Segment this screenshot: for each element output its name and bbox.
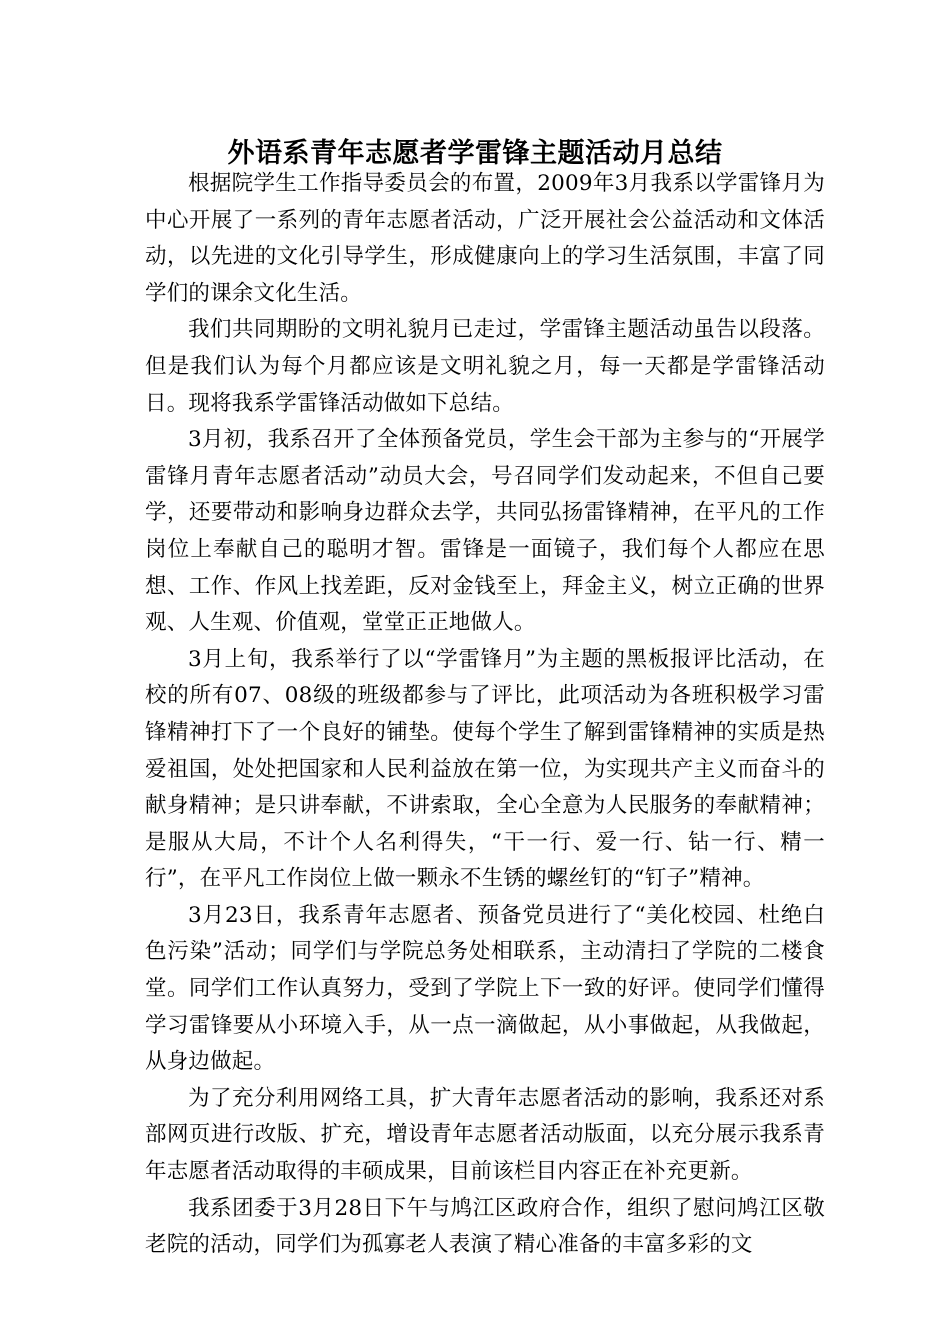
- document-title: 外语系青年志愿者学雷锋主题活动月总结: [227, 138, 723, 170]
- paragraph-campus-cleanup: 3月23日，我系青年志愿者、预备党员进行了“美化校园、杜绝白色污染”活动；同学们与学院总务处相联系，主动清扫了学院的二楼食堂。同学们工作认真努力，受到了学院上下一致的好评。使同学们懂得学习雷锋要从小环境入手，从一点一滴做起，从小事做起，从我做起，从身边做起。: [145, 902, 825, 1075]
- paragraph-blackboard-contest: 3月上旬，我系举行了以“学雷锋月”为主题的黑板报评比活动，在校的所有07、08级的班级都参与了评比，此项活动为各班积极学习雷锋精神打下了一个良好的铺垫。使每个学生了解到雷锋精神的实质是热爱祖国，处处把国家和人民利益放在第一位，为实现共产主义而奋斗的献身精神；是只讲奉献，不讲索取，全心全意为人民服务的奉献精神；是服从大局，不计个人名利得失，“干一行、爱一行、钻一行、精一行”，在平凡工作岗位上做一颗永不生锈的螺丝钉的“钉子”精神。: [145, 646, 825, 892]
- paragraph-early-march-meeting: 3月初，我系召开了全体预备党员，学生会干部为主参与的“开展学雷锋月青年志愿者活动”动员大会，号召同学们发动起来，不但自己要学，还要带动和影响身边群众去学，共同弘扬雷锋精神，在平凡的工作岗位上奉献自己的聪明才智。雷锋是一面镜子，我们每个人都应在思想、工作、作风上找差距，反对金钱至上，拜金主义，树立正确的世界观、人生观、价值观，堂堂正正地做人。: [145, 427, 825, 636]
- paragraph-intro: 根据院学生工作指导委员会的布置，2009年3月我系以学雷锋月为中心开展了一系列的青年志愿者活动，广泛开展社会公益活动和文体活动，以先进的文化引导学生，形成健康向上的学习生活氛围，丰富了同学们的课余文化生活。: [145, 171, 825, 306]
- paragraph-summary-intro: 我们共同期盼的文明礼貌月已走过，学雷锋主题活动虽告以段落。但是我们认为每个月都应该是文明礼貌之月，每一天都是学雷锋活动日。现将我系学雷锋活动做如下总结。: [145, 317, 825, 416]
- paragraph-website-update: 为了充分利用网络工具，扩大青年志愿者活动的影响，我系还对系部网页进行改版、扩充，增设青年志愿者活动版面，以充分展示我系青年志愿者活动取得的丰硕成果，目前该栏目内容正在补充更新。: [145, 1085, 825, 1185]
- paragraph-nursing-home-visit: 我系团委于3月28日下午与鸠江区政府合作，组织了慰问鸠江区敬老院的活动，同学们为孤寡老人表演了精心准备的丰富多彩的文: [145, 1195, 825, 1258]
- document-body: [145, 166, 825, 1264]
